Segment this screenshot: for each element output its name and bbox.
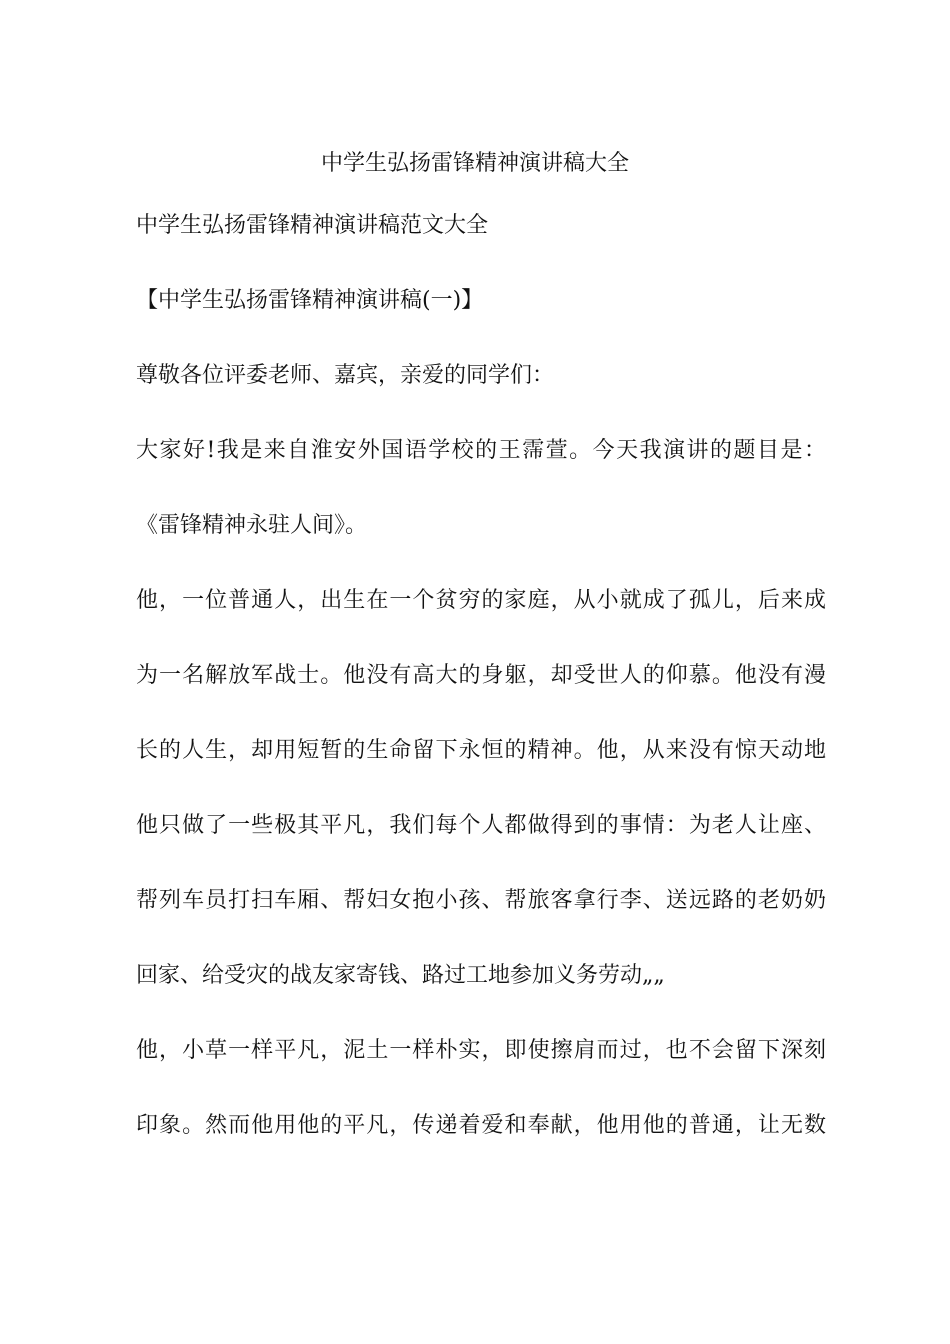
body-line: 印象。然而他用他的平凡，传递着爱和奉献，他用他的普通，让无数	[136, 1113, 826, 1138]
body-line: 他，一位普通人，出生在一个贫穷的家庭，从小就成了孤儿，后来成	[136, 588, 826, 613]
body-line: 为一名解放军战士。他没有高大的身躯，却受世人的仰慕。他没有漫	[136, 663, 826, 688]
body-line: 他，小草一样平凡，泥土一样朴实，即使擦肩而过，也不会留下深刻	[136, 1038, 826, 1063]
body-line: 他只做了一些极其平凡，我们每个人都做得到的事情：为老人让座、	[136, 813, 826, 838]
body-line: 回家、给受灾的战友家寄钱、路过工地参加义务劳动„„	[136, 963, 665, 988]
section-heading: 【中学生弘扬雷锋精神演讲稿(一)】	[136, 288, 484, 313]
speech-title-line: 《雷锋精神永驻人间》。	[136, 513, 368, 538]
body-line: 长的人生，却用短暂的生命留下永恒的精神。他，从来没有惊天动地	[136, 738, 826, 763]
body-line: 帮列车员打扫车厢、帮妇女抱小孩、帮旅客拿行李、送远路的老奶奶	[136, 888, 826, 913]
document-title: 中学生弘扬雷锋精神演讲稿大全	[320, 151, 629, 176]
intro-line: 大家好!我是来自淮安外国语学校的王霈萱。今天我演讲的题目是：	[136, 438, 826, 463]
greeting-line: 尊敬各位评委老师、嘉宾，亲爱的同学们：	[136, 363, 555, 388]
document-subtitle: 中学生弘扬雷锋精神演讲稿范文大全	[136, 213, 489, 238]
